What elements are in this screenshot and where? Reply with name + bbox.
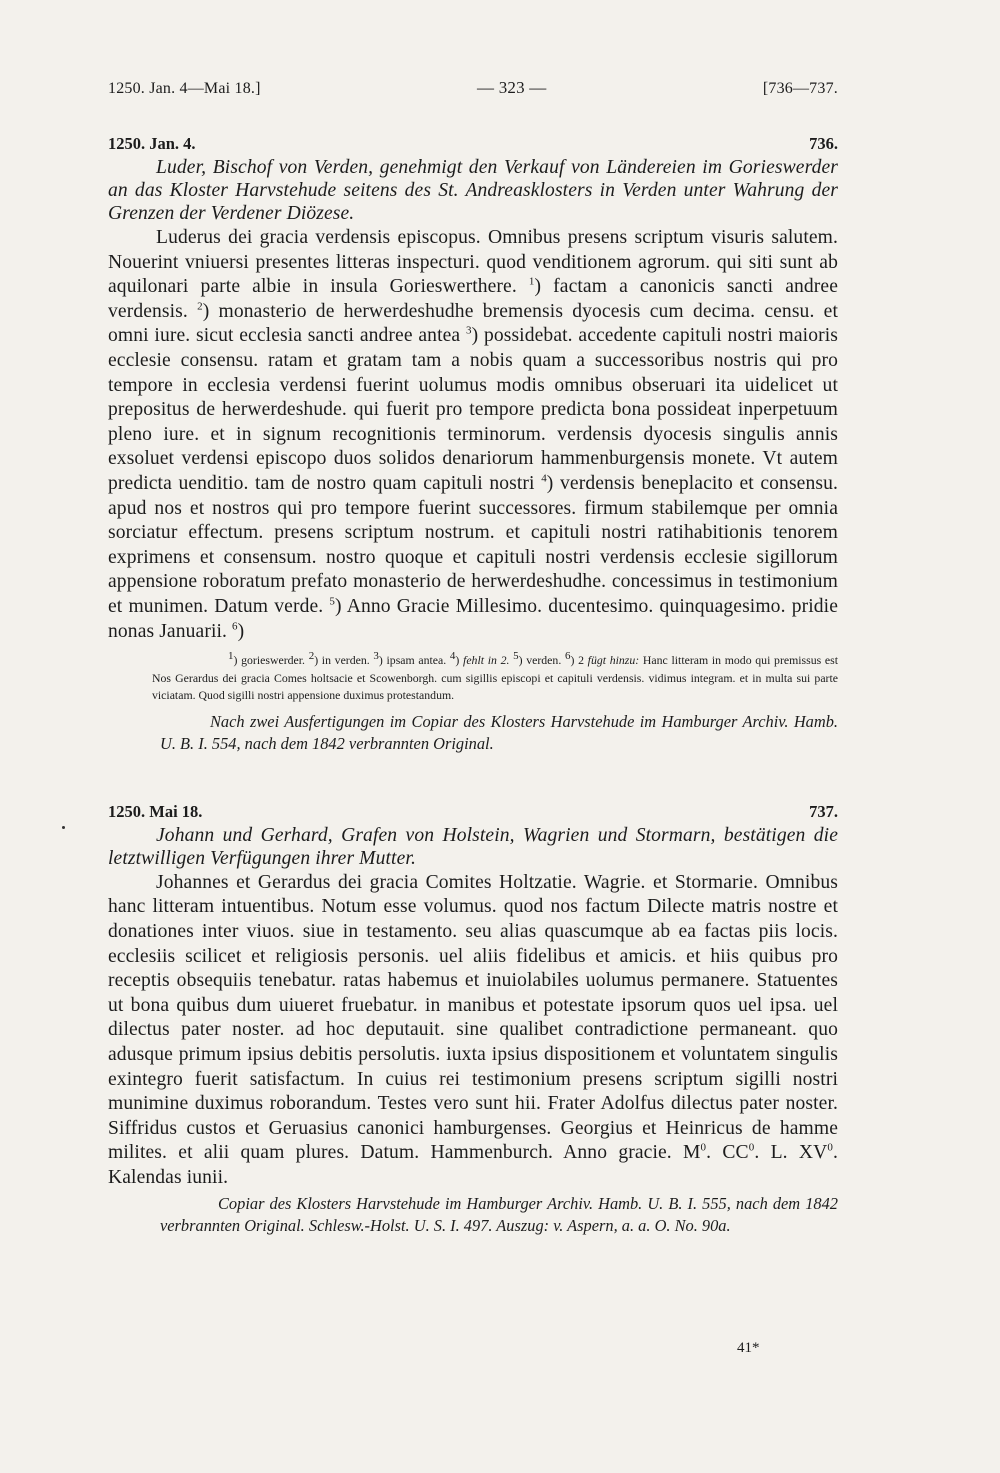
text-segment: Johannes et Gerardus dei gracia Comites Holtzatie. Wagrie. et Stormarie. Omnibus hanc litteram intuentibus. Notum esse volumus. quod nos factum Dilecte matris nostre et donationes inter viuos. siue in testamento. seu alias quascumque ab ea factas piis locis. ecclesiis scilicet et religiosis personis. uel aliis fidelibus et amicis. et hiis quibus pro receptis obsequiis tenebatur. ratas habemus et inuiolabiles uolumus permanere. Statuentes ut bona quibus dum uiueret fruebatur. in manibus et potestate ipsorum quos uel ipsa. uel dilectus pater noster. ad hoc deputauit. sine qualibet contradictione permaneant. quo adusque primum ipsius debitis persolutis. iuxta ipsius dispositionem et voluntatem singulis exintegro fuerit satisfactum. In cuius rei testimonium presens scriptum sigilli nostri munimine duximus roborandum. Testes vero sunt hii. Frater Adolfus dilectus pater noster. Siffridus custos et Geruasius canonici hamburgenses. Georgius et Heinricus de hamme milites. et alii quam plures. Datum. Hammenburch. Anno gracie. M bbox=[108, 871, 838, 1164]
entry-charter-text bbox=[108, 226, 838, 644]
text-segment: ) possidebat. accedente capituli nostri maioris ecclesie consensu. ratam et gratam tam a nobis quam a successoribus nostris qui pro tempore in ecclesia verdensi fuerint uolumus modis omnibus obseruari ita uidelicet ut prepositus de herwerdeshude. qui fuerit pro tempore predicta bona possideat inperpetuum pleno iure. et in signum recognitionis terminorum. verdensis dyocesis singulis annis exsoluet verdensi episcopo duos solidos denariorum hammenburgensis monete. Vt autem predicta uenditio. tam de nostro quam capituli nostri bbox=[108, 325, 838, 494]
superscript-o: 0 bbox=[700, 1141, 707, 1154]
page-number: — 323 — bbox=[477, 78, 547, 97]
footnote-text: fehlt in 2. bbox=[463, 653, 510, 668]
entry-charter-text bbox=[108, 871, 838, 1191]
text-segment: ) Anno Gracie Millesimo. ducentesimo. quinquagesimo. pridie nonas Januarii. bbox=[108, 595, 839, 642]
text-segment: Luderus dei gracia verdensis episcopus. Omnibus presens scriptum visuris salutem. Nouerint vniuersi presentes litteras inspecturi. quod venditionem agrorum. qui siti sunt ab aquilonari parte albie in insula Gorieswerthere. bbox=[108, 227, 838, 298]
entry-header bbox=[108, 802, 838, 822]
footnote-mark: 5 bbox=[513, 650, 519, 663]
entry-date: 1250. Jan. 4. bbox=[108, 134, 196, 153]
entry-summary: Luder, Bischof von Verden, genehmigt den Verkauf von Ländereien im Gorieswerder an das Kloster Harvstehude seitens des St. Andreasklosters in Verden unter Wahrung der Grenzen der Verdener Diözese. bbox=[108, 157, 838, 224]
text-segment: . Kalendas iunii. bbox=[108, 1142, 838, 1188]
source-note: Copiar des Klosters Harvstehude im Hamburger Archiv. Hamb. U. B. I. 555, nach dem 1842 verbrannten Original. Schlesw.-Holst. U. S. I. 497. Auszug: v. Aspern, a. a. O. No. 90a. bbox=[160, 1193, 838, 1235]
text-segment: . CC bbox=[706, 1142, 749, 1164]
footnote-text: fügt hinzu: bbox=[587, 653, 640, 668]
footnote-text: ) gorieswerder. bbox=[233, 653, 309, 668]
footnote-text: Hanc litteram in modo qui premissus est Nos Gerardus dei gracia Comes holtsacie et Scowenborgh. cum sigillis episcopi et capituli verdensis. vidimus integram. et in multa sui parte viciatam. Quod sigilli nostri appensione duximus protestandum. bbox=[152, 653, 839, 703]
footnote-ref: 5 bbox=[329, 595, 336, 608]
footnote-text: ) verden. bbox=[518, 653, 565, 668]
page-signature: 41* bbox=[737, 1340, 760, 1356]
source-note: Nach zwei Ausfertigungen im Copiar des Klosters Harvstehude im Hamburger Archiv. Hamb. U. B. I. 554, nach dem 1842 verbrannten Original. bbox=[160, 711, 838, 753]
footnote-mark: 2 bbox=[308, 650, 315, 663]
text-segment: ) factam a canonicis sancti andree verdensis. bbox=[108, 276, 839, 322]
page bbox=[108, 78, 838, 1237]
footnote-text: ) 2 bbox=[570, 653, 588, 668]
footnote-ref: 3 bbox=[465, 324, 472, 337]
entry-summary: Johann und Gerhard, Grafen von Holstein, Wagrien und Stormarn, bestätigen die letztwilligen Verfügungen ihrer Mutter. bbox=[108, 824, 838, 869]
footnote-text: ) bbox=[455, 653, 464, 668]
footnote-ref: 4 bbox=[541, 472, 547, 485]
footnote-ref: 6 bbox=[232, 619, 238, 632]
superscript-o: 0 bbox=[827, 1141, 833, 1154]
text-segment: ) monasterio de herwerdeshudhe bremensis dyocesis cum decima. censu. et omni iure. sicut ecclesia sancti andree antea bbox=[108, 300, 838, 347]
text-segment: ) bbox=[237, 620, 245, 642]
footnotes bbox=[108, 652, 838, 705]
footnote-text: ) ipsam antea. bbox=[378, 653, 450, 668]
footnote-mark: 4 bbox=[449, 650, 456, 663]
text-segment: . L. XV bbox=[754, 1142, 828, 1164]
footnote-text: ) in verden. bbox=[314, 653, 374, 668]
footnote-mark: 6 bbox=[564, 650, 571, 663]
document-entry-736 bbox=[108, 134, 838, 755]
running-head-right: [736—737. bbox=[762, 80, 838, 97]
document-entry-737 bbox=[108, 802, 838, 1237]
text-segment: ) verdensis beneplacito et consensu. apud nos et nostros qui pro tempore fuerint successores. firmum stabilemque per omnia sorciatur effectum. presens scriptum nostrum. et capituli nostri ratihabitionis tenorem exprimens et consensum. nostro quoque et capituli nostri verdensis ecclesie sigillorum appensione roboratum prefato monasterio de herwerdeshudhe. concessimus in testimonium et munimen. Datum verde. bbox=[108, 472, 838, 617]
footnote-mark: 1 bbox=[228, 650, 234, 663]
superscript-o: 0 bbox=[748, 1141, 755, 1154]
footnote-ref: 2 bbox=[197, 300, 203, 313]
footnote-mark: 3 bbox=[373, 650, 379, 663]
entry-date: 1250. Mai 18. bbox=[108, 801, 203, 821]
entry-number: 736. bbox=[809, 134, 838, 153]
entry-number: 737. bbox=[809, 801, 838, 821]
entry-header bbox=[108, 134, 838, 154]
footnote-ref: 1 bbox=[528, 275, 535, 288]
print-speck bbox=[62, 826, 65, 829]
running-head bbox=[108, 78, 838, 98]
running-head-left: 1250. Jan. 4—Mai 18.] bbox=[108, 80, 261, 97]
